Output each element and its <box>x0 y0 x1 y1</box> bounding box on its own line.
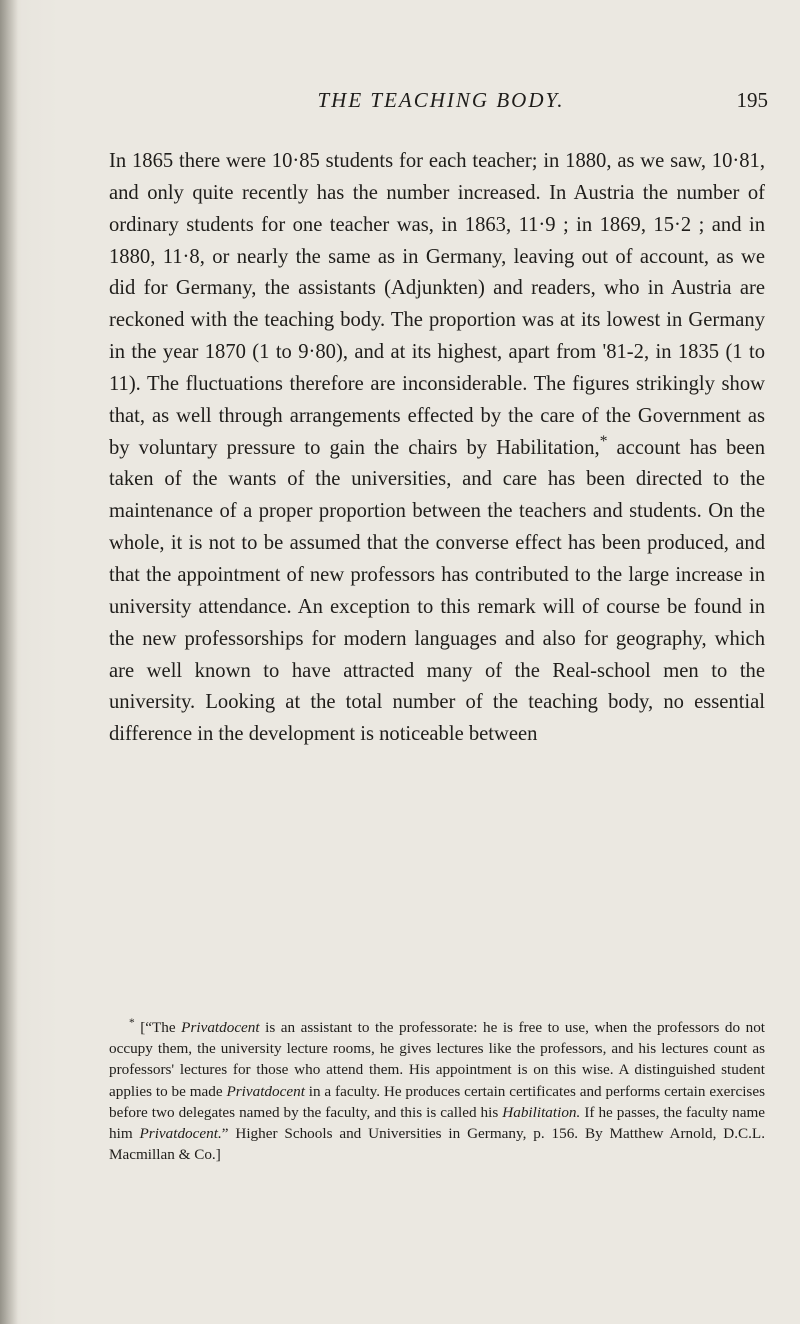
body-text-part1: In 1865 there were 10·85 students for each teacher; in 1880, as we saw, 10·81, and only quite recently has the number increased. In Austria the number of ordinary students for one teacher was, in 1863, 11·9 ; in 1869, 15·2 ; and in 1880, 11·8, or nearly the same as in Germany, leaving out of account, as we did for Germany, the assistants (Adjunkten) and readers, who in Austria are reckoned with the teaching body. The proportion was at its lowest in Germany in the year 1870 (1 to 9·80), and at its highest, apart from '81-2, in 1835 (1 to 11). The fluctuations therefore are inconsiderable. The figures strikingly show that, as well through arrangements effected by the care of the Government as by voluntary pressure to gain the chairs by Habilitation, <box>109 150 765 459</box>
footnote-term-privatdocent-2: Privatdocent <box>226 1082 305 1100</box>
footnote-text-1: is an assistant to the professorate: he is free to use, when the professors do not occupy them, the university lecture rooms, he gives lectures like the professors, and his lectures count as professors' lectures for those who attend them. His appointment is on this wise. A distinguished student applies to be made <box>109 1019 766 1100</box>
footnote-term-privatdocent-3: Privatdocent. <box>139 1125 222 1143</box>
footnote-text-4: ” Higher Schools and Universities in Germany, p. 156. By Matthew Arnold, D.C.L. Macmillan & Co.] <box>109 1125 765 1164</box>
footnote-text-3: If he passes, the faculty name him <box>109 1103 765 1143</box>
main-text <box>109 146 765 751</box>
footnote-term-privatdocent: Privatdocent <box>181 1019 260 1036</box>
body-text-part2: account has been taken of the wants of the universities, and care has been directed to the maintenance of a proper proportion between the teachers and students. On the whole, it is not to be assumed that the converse effect has been produced, and that the appointment of new professors has contributed to the large increase in university attendance. An exception to this remark will of course be found in the new professorships for modern languages and also for geography, which are well known to have attracted many of the Real-school men to the university. Looking at the total number of the teaching body, no essential difference in the development is noticeable between <box>109 436 765 746</box>
body-paragraph <box>109 146 765 751</box>
running-head <box>92 88 768 118</box>
footnote <box>109 1017 765 1165</box>
footnote-reference: * <box>599 432 608 450</box>
footnote-mark: * <box>129 1016 135 1029</box>
footnote-text-2: in a faculty. He produces certain certificates and performs certain exercises before two delegates named by the faculty, and this is called his <box>109 1082 765 1121</box>
footnote-term-habilitation: Habilitation. <box>502 1103 581 1121</box>
binding-shadow <box>0 0 18 1324</box>
running-title: THE TEACHING BODY. <box>317 88 565 112</box>
footnote-open: [“The <box>140 1019 182 1036</box>
footnote-paragraph <box>109 1017 765 1165</box>
page-number: 195 <box>736 88 768 112</box>
